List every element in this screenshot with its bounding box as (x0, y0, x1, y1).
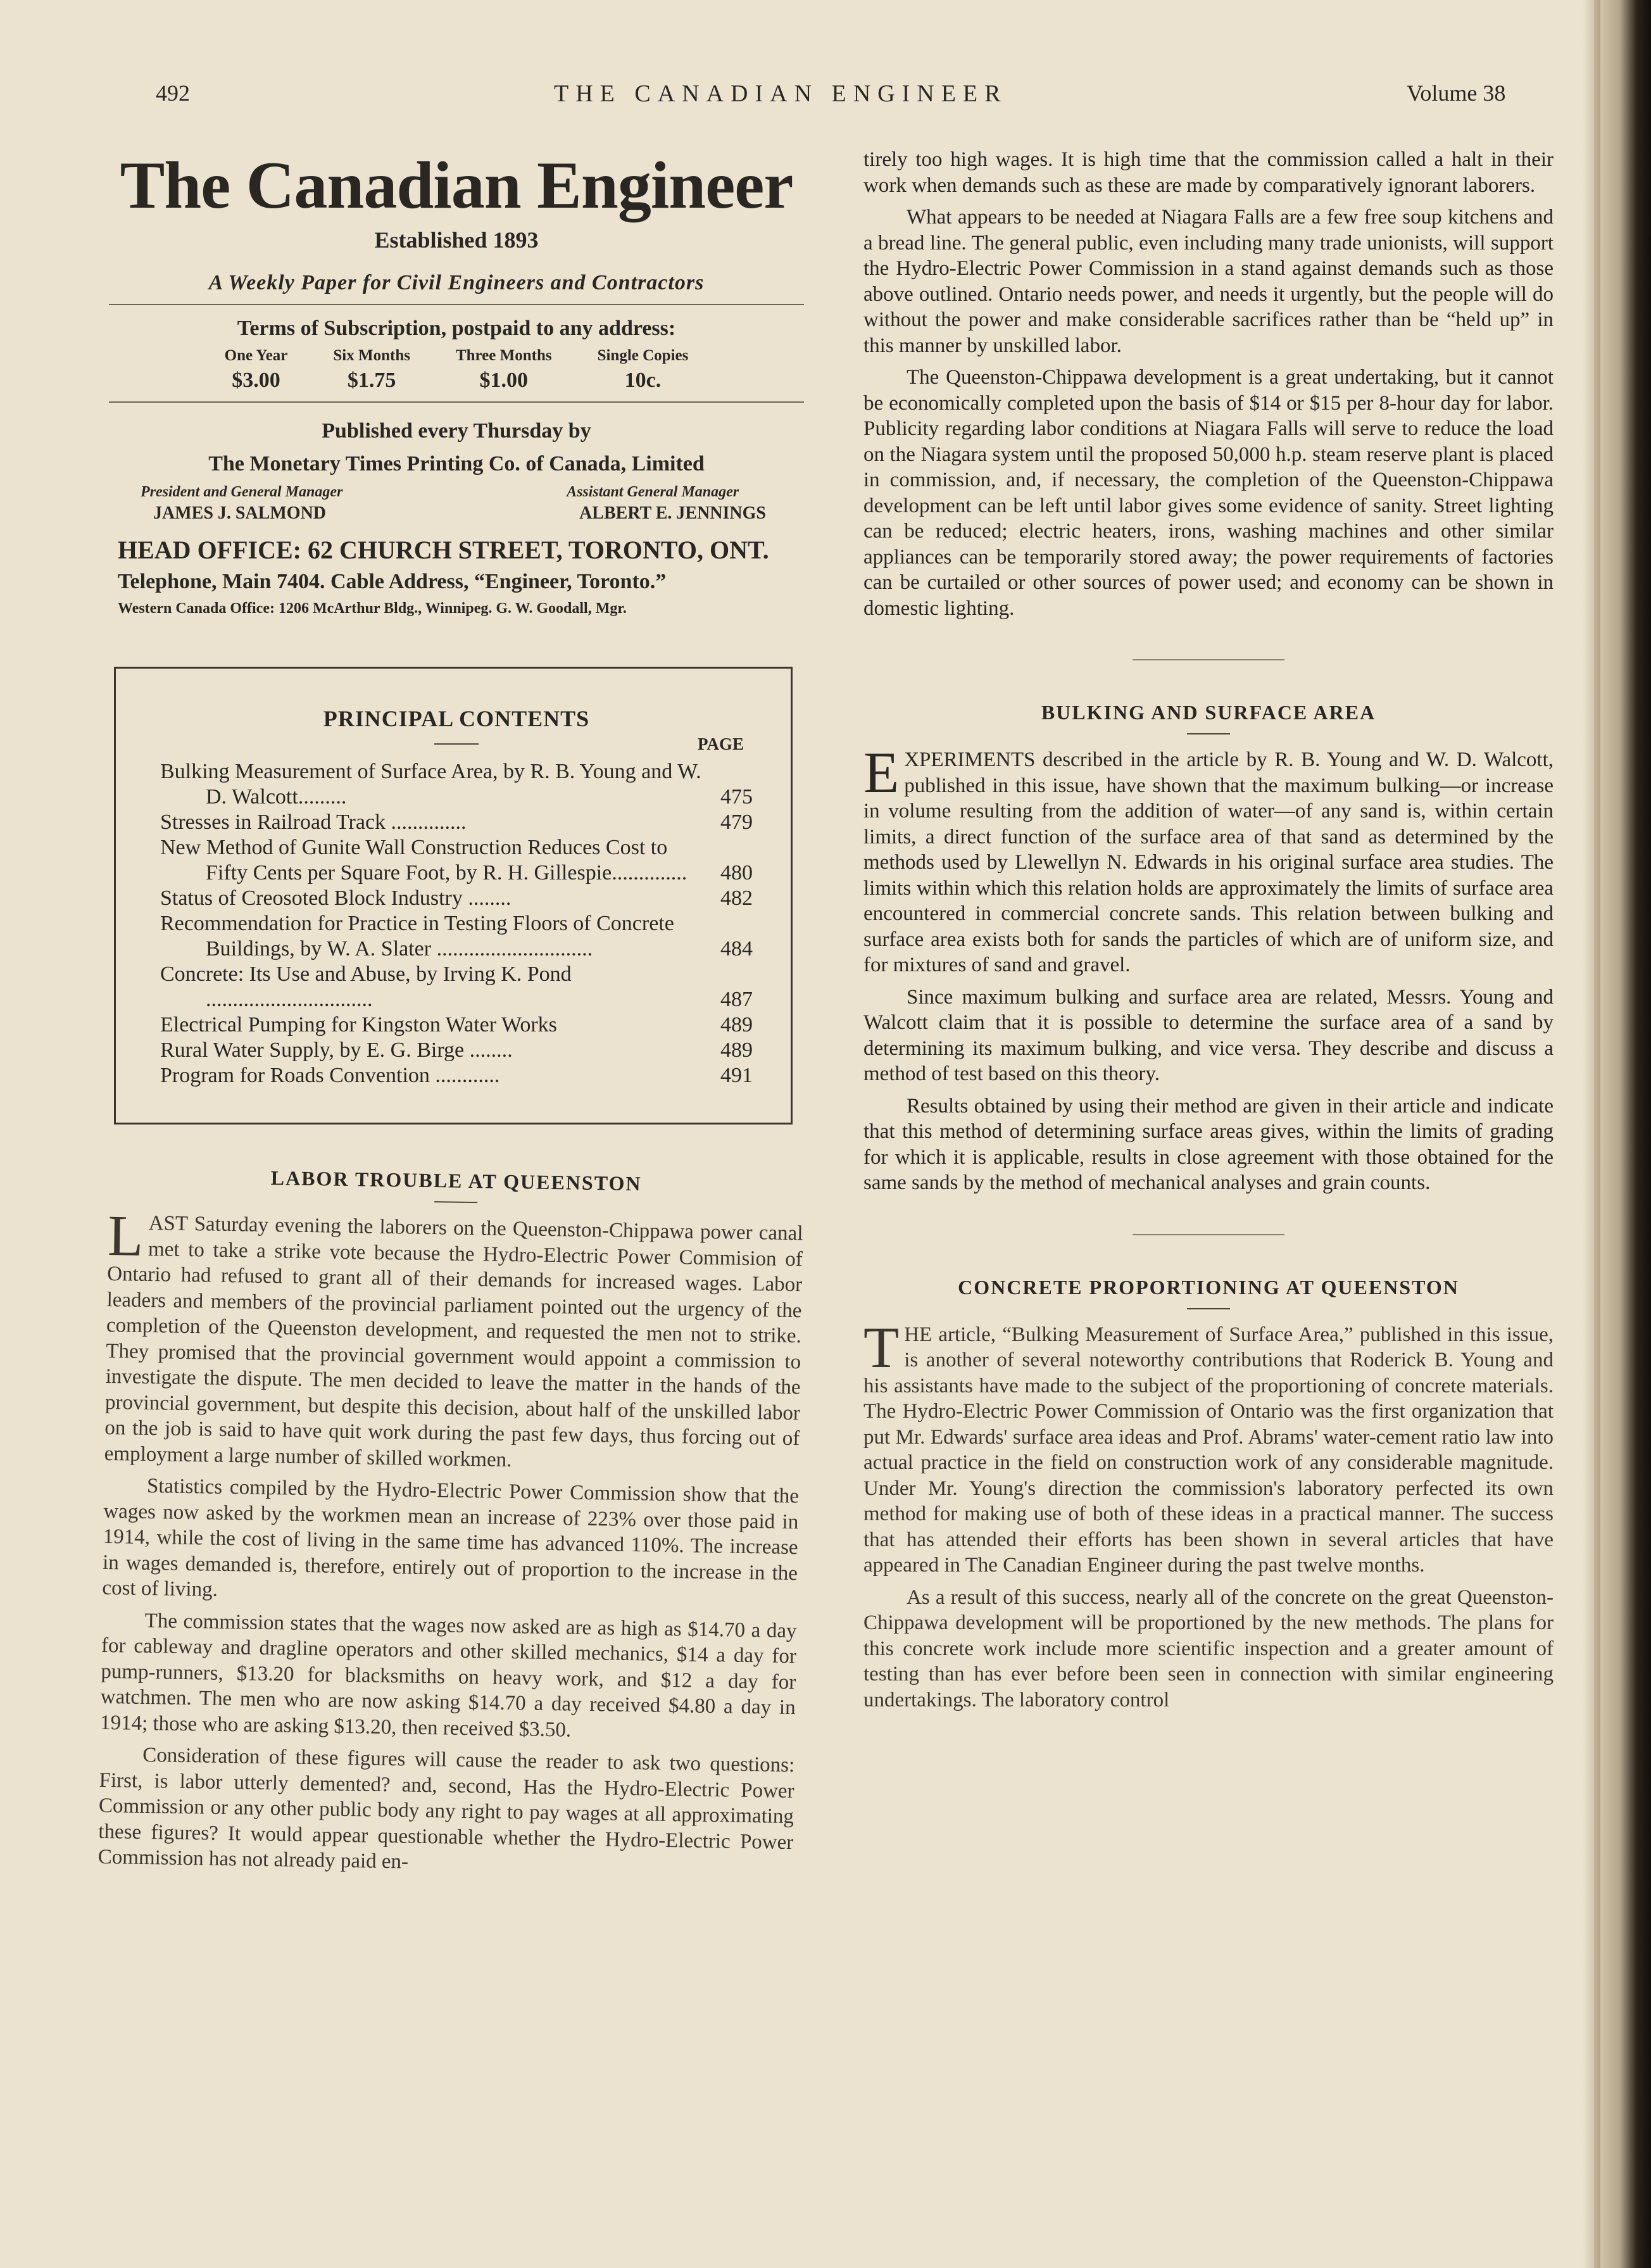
drop-cap: T (863, 1314, 900, 1380)
paragraph: tirely too high wages. It is high time that the commission called a halt in their work when demands such as these are made by comparatively ignorant laborers. (863, 148, 1554, 197)
subscription-price: $1.75 (347, 369, 396, 392)
drop-cap: E (863, 740, 900, 805)
subscription-option (333, 347, 410, 393)
contents-item (160, 962, 753, 1012)
contents-item-page: 487 (720, 988, 753, 1011)
article-body (97, 1202, 803, 1881)
contents-item (160, 759, 753, 810)
manager (567, 484, 766, 524)
contents-title: PRINCIPAL CONTENTS (323, 706, 590, 731)
paragraph (863, 740, 1554, 978)
subscription-price: $3.00 (232, 369, 280, 392)
subscription-label: Single Copies (597, 347, 689, 364)
right-column (863, 147, 1554, 1713)
section-separator (1133, 659, 1284, 660)
established-line: Established 1893 (374, 227, 539, 253)
contents-item-page: 484 (720, 937, 753, 961)
managers (109, 484, 804, 524)
contents-item-page: 489 (720, 1013, 753, 1036)
manager-name: ALBERT E. JENNINGS (579, 503, 766, 523)
contents-item (160, 911, 753, 962)
sheet-edge (1583, 0, 1600, 2268)
contents-item-page: 491 (720, 1064, 753, 1087)
contents-item-title: Electrical Pumping for Kingston Water Works (160, 1013, 557, 1036)
paragraph: The Queenston-Chippawa development is a great undertaking, but it cannot be economically completed upon the basis of $14 or $15 per 8-hour day for labor. Publicity regarding labor conditions at Niagara Falls will serve to reduce the load on the Niagara system until the proposed 50,000 h.p. steam reserve plant is placed in commission, and, if necessary, the completion of the Queenston-Chippawa development can be left until labor gives some evidence of sanity. Street lighting can be reduced; electric heaters, irons, washing machines and other similar appliances can be temporarily stored away; the power requirements of factories can be curtailed or other sources of power used; and economy can be shown in domestic lighting. (863, 366, 1554, 620)
section-heading: BULKING AND SURFACE AREA (1041, 701, 1376, 724)
manager (141, 484, 342, 524)
subscription-option (225, 347, 288, 393)
divider (109, 401, 804, 403)
paragraph: The commission states that the wages now asked are as high as $14.70 a day for cableway and dragline operators and other skilled mechanics, $14 a day for pump-runners, $13.20 for blacksmiths on heavy work, and $12 a day for watchmen. The men who are now asking $14.70 a day received $4.80 a day in 1914; those who are asking $13.20, then received $3.50. (99, 1609, 797, 1742)
labor-article-continued (863, 147, 1554, 621)
western-office: Western Canada Office: 1206 McArthur Bldg., Winnipeg. G. W. Goodall, Mgr. (118, 600, 627, 617)
contents-item-title: Recommendation for Practice in Testing Floors of Concrete Buildings, by W. A. Slater ............................. (160, 912, 674, 961)
paragraph: Consideration of these figures will cause the reader to ask two questions: First, is labor utterly demented? and, second, Has the Hydro-Electric Power Commission or any other public body any right to pay wages at all approximating these figures? It would appear questionable whether the Hydro-Electric Power Commission has not already paid en- (97, 1743, 795, 1874)
contents-item-title: Status of Creosoted Block Industry ........ (160, 886, 512, 910)
contents-list (160, 759, 753, 1088)
contents-item (160, 835, 753, 886)
article-body (863, 740, 1554, 1196)
contents-item (160, 886, 753, 911)
divider (1187, 733, 1230, 734)
contents-item (160, 1063, 753, 1088)
subscription-label: Three Months (455, 347, 552, 364)
contents-item (160, 1012, 753, 1038)
contents-item-title: New Method of Gunite Wall Construction Reduces Cost to Fifty Cents per Square Foot, by R. H. Gillespie.............. (160, 836, 687, 885)
contents-item-page: 480 (720, 861, 753, 885)
divider (109, 304, 804, 305)
manager-title: Assistant General Manager (567, 484, 739, 500)
subscription-rates (109, 347, 804, 393)
divider (1187, 1308, 1230, 1309)
labor-article (97, 1164, 803, 1881)
contents-item-page: 489 (720, 1038, 753, 1062)
contents-item-title: Program for Roads Convention ............ (160, 1064, 500, 1087)
volume-label: Volume 38 (1407, 80, 1506, 106)
subscription-heading: Terms of Subscription, postpaid to any address: (237, 317, 676, 340)
drop-cap: L (107, 1202, 144, 1268)
subscription-price: 10c. (624, 369, 662, 392)
published-line: Published every Thursday by (322, 419, 591, 443)
section-heading: CONCRETE PROPORTIONING AT QUEENSTON (958, 1275, 1459, 1299)
section-separator (1133, 1234, 1284, 1235)
subscription-label: Six Months (333, 347, 410, 364)
paragraph (863, 1314, 1554, 1578)
paragraph: Since maximum bulking and surface area are related, Messrs. Young and Walcott claim that it is possible to determine the surface area of a sand by determining its maximum bulking, and vice versa. They describe and discuss a method of test based on this theory. (863, 985, 1554, 1085)
article-body (863, 1314, 1554, 1713)
contents-item (160, 1038, 753, 1063)
head-office: HEAD OFFICE: 62 CHURCH STREET, TORONTO, ONT. (118, 536, 769, 564)
section-heading: LABOR TROUBLE AT QUEENSTON (270, 1166, 642, 1195)
paragraph-text: HE article, “Bulking Measurement of Surface Area,” published in this issue, is another of several noteworthy contributions that Roderick B. Young and his assistants have made to the subject of the proportioning of concrete materials. The Hydro-Electric Power Commission of Ontario was the first organization that put Mr. Edwards' surface area ideas and Prof. Abrams' water-cement ratio law into actual practice in the field on construction work of any considerable magnitude. Under Mr. Young's direction the commission's laboratory perfected its own method for making use of both of these ideas in a practical manner. The success that has attended their efforts has been shown in several articles that have appeared in The Canadian Engineer during the past twelve months. (863, 1323, 1554, 1577)
contents-item-page: 479 (720, 810, 753, 834)
contents-item-title: Stresses in Railroad Track .............. (160, 810, 467, 834)
contents-item-title: Concrete: Its Use and Abuse, by Irving K. Pond ............................... (160, 962, 572, 1011)
page-column-label: PAGE (698, 734, 744, 753)
contents-item (160, 810, 753, 835)
publisher-name: The Monetary Times Printing Co. of Canada, Limited (208, 452, 705, 476)
subscription-label: One Year (224, 347, 288, 364)
manager-title: President and General Manager (141, 484, 343, 500)
paragraph: What appears to be needed at Niagara Falls are a few free soup kitchens and a bread line. The general public, even including many trade unionists, will support the Hydro-Electric Power Commission in a stand against demands such as those above outlined. Ontario needs power, and needs it urgently, but the people will do without the power and make considerable sacrifices rather than be “held up” in this manner by unskilled labor. (863, 206, 1554, 357)
paragraph: Statistics compiled by the Hydro-Electric Power Commission show that the wages now asked by the workmen mean an increase of 223% over those paid in 1914, while the cost of living in the same time has advanced 110%. The increase in wages demanded is, therefore, entirely out of proportion to the increase in the cost of living. (102, 1475, 800, 1601)
journal-title: THE CANADIAN ENGINEER (554, 80, 1008, 107)
running-head (0, 80, 1651, 118)
paragraph (104, 1202, 803, 1477)
masthead-title: The Canadian Engineer (120, 148, 793, 222)
subscription-option (598, 347, 689, 393)
contents-item-title: Bulking Measurement of Surface Area, by R. B. Young and W. D. Walcott......... (160, 760, 701, 809)
tagline: A Weekly Paper for Civil Engineers and Contractors (208, 271, 705, 294)
paragraph: Results obtained by using their method are given in their article and indicate that this method of determining surface areas gives, within the limits of grading for which it is applicable, results in close agreement with those obtained for the same sands by the method of mechanical analyses and grain counts. (863, 1094, 1554, 1194)
contents-item-page: 482 (720, 886, 753, 910)
page-gutter-shadow (1594, 0, 1651, 2268)
subscription-price: $1.00 (479, 369, 529, 392)
paragraph-text: AST Saturday evening the laborers on the Queenston-Chippawa power canal met to take a strike vote because the Hydro-Electric Power Commision of Ontario had refused to grant all of their demands for increased wages. Labor leaders and members of the provincial parliament pointed out the urgency of the completion of the Queenston development, and requested the men not to strike. They promised that the provincial government would appoint a commission to investigate the dispute. The men decided to leave the matter in the hands of the provincial government, but despite this decision, about half of the unskilled labor on the job is said to have quit work during the past few days, thus forcing out of employment a large number of skilled workmen. (104, 1211, 803, 1471)
paragraph: As a result of this success, nearly all of the concrete on the great Queenston-Chippawa development will be proportioned by the new methods. The plans for this concrete work include more scientific inspection and a greater amount of testing than has ever before been seen in connection with similar engineering undertakings. The laboratory control (863, 1585, 1554, 1711)
manager-name: JAMES J. SALMOND (153, 503, 327, 523)
left-column (97, 146, 804, 1874)
contents-box (114, 667, 793, 1125)
page-number: 492 (156, 80, 190, 106)
subscription-option (456, 347, 552, 393)
contents-item-title: Rural Water Supply, by E. G. Birge ........ (160, 1038, 513, 1062)
contents-item-page: 475 (720, 785, 753, 809)
telephone-line: Telephone, Main 7404. Cable Address, “Engineer, Toronto.” (118, 570, 667, 593)
divider (434, 1201, 477, 1203)
paragraph-text: XPERIMENTS described in the article by R. B. Young and W. D. Walcott, published in this issue, have shown that the maximum bulking—or increase in volume resulting from the addition of water—of any sand is, within certain limits, a direct function of the surface area of that sand as determined by the methods used by Llewellyn N. Edwards in his original surface area studies. The limits within which this relation holds are approximately the limits of surface area encountered in commercial concrete sands. This relation between bulking and surface area exists both for sands the particles of which are of uniform size, and for mixtures of sand and gravel. (863, 748, 1554, 976)
